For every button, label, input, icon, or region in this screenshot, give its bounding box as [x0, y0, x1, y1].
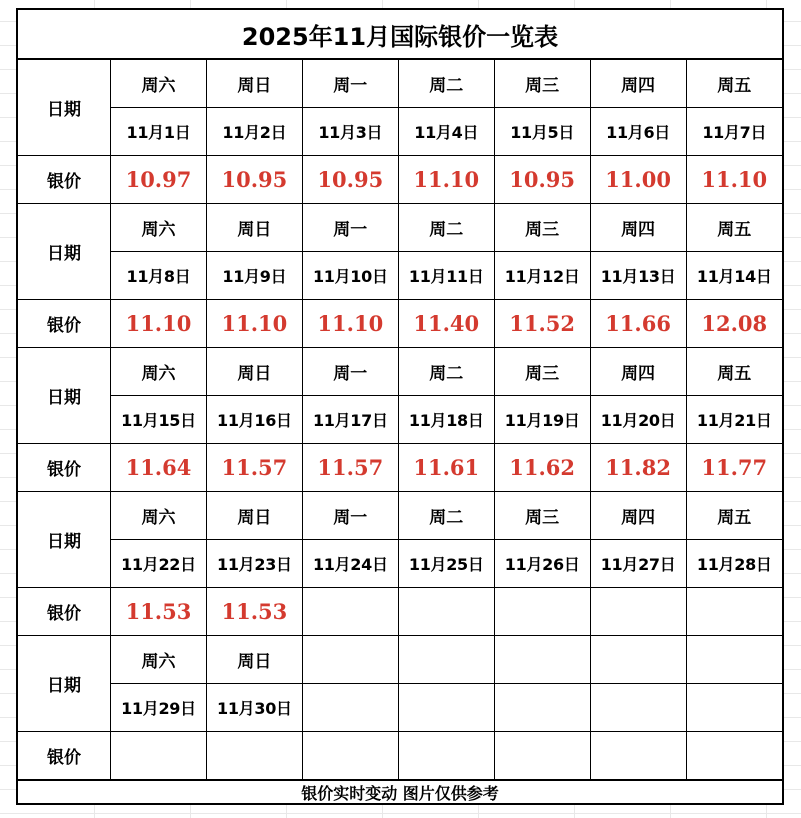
- price-cell: 11.77: [686, 444, 782, 492]
- date-cell: 11月30日: [206, 684, 302, 732]
- table-title: 2025年11月国际银价一览表: [18, 10, 782, 60]
- price-cell: [686, 732, 782, 780]
- date-cell: 11月9日: [206, 252, 302, 300]
- date-cell: 11月23日: [206, 540, 302, 588]
- weekday-cell: 周五: [686, 492, 782, 540]
- weekday-cell: 周二: [398, 60, 494, 108]
- weekday-cell: 周五: [686, 60, 782, 108]
- price-cell: 11.57: [302, 444, 398, 492]
- price-cell: 10.97: [111, 156, 207, 204]
- price-cell: [590, 588, 686, 636]
- weekday-cell: 周六: [111, 204, 207, 252]
- price-cell: [398, 588, 494, 636]
- date-cell: 11月5日: [494, 108, 590, 156]
- date-cell: 11月13日: [590, 252, 686, 300]
- price-cell: 11.64: [111, 444, 207, 492]
- weekday-cell: 周四: [590, 60, 686, 108]
- weekday-cell: 周日: [206, 492, 302, 540]
- price-cell: 11.10: [398, 156, 494, 204]
- date-row-label: 日期: [18, 348, 111, 444]
- weekday-cell: 周四: [590, 492, 686, 540]
- price-cell: [302, 732, 398, 780]
- price-table-body: [18, 60, 782, 780]
- date-cell: 11月10日: [302, 252, 398, 300]
- weekday-cell: 周日: [206, 348, 302, 396]
- date-cell: [398, 684, 494, 732]
- weekday-cell: 周二: [398, 348, 494, 396]
- date-row: [18, 684, 782, 732]
- date-cell: 11月18日: [398, 396, 494, 444]
- weekday-cell: [590, 636, 686, 684]
- price-cell: [111, 732, 207, 780]
- weekday-cell: 周六: [111, 348, 207, 396]
- date-cell: 11月27日: [590, 540, 686, 588]
- price-row: [18, 300, 782, 348]
- weekday-cell: 周六: [111, 492, 207, 540]
- price-cell: [494, 588, 590, 636]
- date-cell: 11月24日: [302, 540, 398, 588]
- date-cell: 11月28日: [686, 540, 782, 588]
- price-cell: 11.82: [590, 444, 686, 492]
- price-cell: 11.40: [398, 300, 494, 348]
- date-cell: 11月22日: [111, 540, 207, 588]
- weekday-row: [18, 60, 782, 108]
- price-table-sheet: [16, 8, 784, 805]
- date-cell: 11月19日: [494, 396, 590, 444]
- weekday-cell: 周三: [494, 348, 590, 396]
- date-row-label: 日期: [18, 204, 111, 300]
- price-cell: [302, 588, 398, 636]
- price-row-label: 银价: [18, 732, 111, 780]
- price-row-label: 银价: [18, 300, 111, 348]
- price-cell: 11.10: [686, 156, 782, 204]
- date-cell: 11月12日: [494, 252, 590, 300]
- price-cell: 11.10: [111, 300, 207, 348]
- price-cell: 11.00: [590, 156, 686, 204]
- weekday-cell: 周五: [686, 348, 782, 396]
- weekday-row: [18, 204, 782, 252]
- price-cell: 11.53: [111, 588, 207, 636]
- weekday-cell: 周一: [302, 60, 398, 108]
- date-row-label: 日期: [18, 60, 111, 156]
- price-cell: 11.57: [206, 444, 302, 492]
- date-cell: 11月16日: [206, 396, 302, 444]
- date-cell: 11月20日: [590, 396, 686, 444]
- date-cell: 11月21日: [686, 396, 782, 444]
- date-cell: 11月8日: [111, 252, 207, 300]
- price-cell: 11.61: [398, 444, 494, 492]
- weekday-cell: 周三: [494, 60, 590, 108]
- weekday-cell: [686, 636, 782, 684]
- weekday-cell: 周日: [206, 60, 302, 108]
- price-cell: [206, 732, 302, 780]
- price-cell: 11.62: [494, 444, 590, 492]
- weekday-cell: 周日: [206, 636, 302, 684]
- price-row: [18, 588, 782, 636]
- date-cell: [686, 684, 782, 732]
- date-cell: 11月3日: [302, 108, 398, 156]
- date-row-label: 日期: [18, 492, 111, 588]
- price-cell: [494, 732, 590, 780]
- weekday-row: [18, 348, 782, 396]
- price-cell: 10.95: [494, 156, 590, 204]
- price-cell: 11.10: [302, 300, 398, 348]
- weekday-cell: 周三: [494, 492, 590, 540]
- weekday-cell: [398, 636, 494, 684]
- date-cell: 11月6日: [590, 108, 686, 156]
- weekday-row: [18, 492, 782, 540]
- weekday-cell: 周六: [111, 60, 207, 108]
- date-cell: 11月2日: [206, 108, 302, 156]
- date-cell: [590, 684, 686, 732]
- price-row: [18, 156, 782, 204]
- footer-note: 银价实时变动 图片仅供参考: [18, 780, 782, 803]
- price-row-label: 银价: [18, 444, 111, 492]
- weekday-cell: 周一: [302, 348, 398, 396]
- price-cell: [398, 732, 494, 780]
- date-cell: 11月29日: [111, 684, 207, 732]
- date-row: [18, 540, 782, 588]
- price-row: [18, 732, 782, 780]
- price-cell: [686, 588, 782, 636]
- weekday-cell: 周四: [590, 348, 686, 396]
- date-cell: 11月25日: [398, 540, 494, 588]
- price-cell: [590, 732, 686, 780]
- weekday-cell: 周三: [494, 204, 590, 252]
- price-cell: 11.10: [206, 300, 302, 348]
- price-cell: 10.95: [206, 156, 302, 204]
- weekday-row: [18, 636, 782, 684]
- date-cell: [494, 684, 590, 732]
- weekday-cell: 周日: [206, 204, 302, 252]
- price-row-label: 银价: [18, 588, 111, 636]
- date-cell: 11月26日: [494, 540, 590, 588]
- weekday-cell: [302, 636, 398, 684]
- price-cell: 11.53: [206, 588, 302, 636]
- weekday-cell: 周二: [398, 204, 494, 252]
- date-cell: [302, 684, 398, 732]
- price-row: [18, 444, 782, 492]
- date-cell: 11月15日: [111, 396, 207, 444]
- price-cell: 11.66: [590, 300, 686, 348]
- date-cell: 11月14日: [686, 252, 782, 300]
- weekday-cell: 周一: [302, 204, 398, 252]
- weekday-cell: 周二: [398, 492, 494, 540]
- date-cell: 11月1日: [111, 108, 207, 156]
- date-row: [18, 396, 782, 444]
- weekday-cell: 周五: [686, 204, 782, 252]
- price-table: [18, 60, 782, 780]
- date-row: [18, 252, 782, 300]
- date-row-label: 日期: [18, 636, 111, 732]
- weekday-cell: 周四: [590, 204, 686, 252]
- date-cell: 11月17日: [302, 396, 398, 444]
- price-cell: 10.95: [302, 156, 398, 204]
- date-cell: 11月4日: [398, 108, 494, 156]
- date-cell: 11月7日: [686, 108, 782, 156]
- weekday-cell: [494, 636, 590, 684]
- weekday-cell: 周一: [302, 492, 398, 540]
- date-row: [18, 108, 782, 156]
- price-cell: 12.08: [686, 300, 782, 348]
- price-row-label: 银价: [18, 156, 111, 204]
- price-cell: 11.52: [494, 300, 590, 348]
- date-cell: 11月11日: [398, 252, 494, 300]
- weekday-cell: 周六: [111, 636, 207, 684]
